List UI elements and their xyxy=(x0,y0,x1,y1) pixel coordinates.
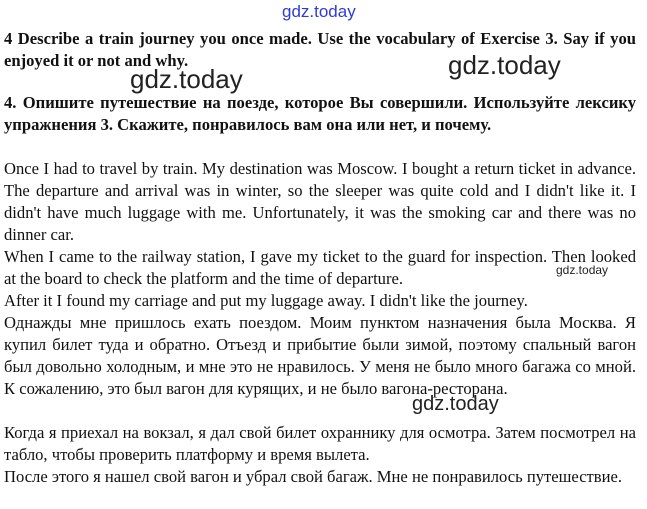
watermark-right: gdz.today xyxy=(448,50,561,80)
task-heading-russian: 4. Опишите путешествие на поезде, которое Вы совершили. Используйте лексику упражнения 3. Скажите, понравилось вам она или нет, и почему. xyxy=(4,93,636,134)
watermark-small: gdz.today xyxy=(556,263,609,277)
answer-en-paragraph-1: Once I had to travel by train. My destination was Moscow. I bought a return ticket in advance. The departure and arrival was in winter, so the sleeper was quite cold and I didn't like it. I didn't have much luggage with me. Unfortunately, it was the smoking car and there was no dinner car. xyxy=(4,159,636,244)
answer-ru-paragraph-2: Когда я приехал на вокзал, я дал свой билет охраннику для осмотра. Затем посмотрел на табло, чтобы проверить платформу и время вылета. xyxy=(4,423,636,464)
answer-en-paragraph-3: After it I found my carriage and put my luggage away. I didn't like the journey. xyxy=(4,291,528,310)
answer-ru-paragraph-3: После этого я нашел свой вагон и убрал свой багаж. Мне не понравилось путешествие. xyxy=(4,467,623,486)
task-heading-english: 4 Describe a train journey you once made. Use the vocabulary of Exercise 3. Say if you enjoyed it or not and why. xyxy=(4,29,636,70)
answer-en-paragraph-2: When I came to the railway station, I gave my ticket to the guard for inspection. Then looked at the board to check the platform and the time of departure. xyxy=(4,247,636,288)
watermark-left: gdz.today xyxy=(130,64,243,94)
watermark-top: gdz.today xyxy=(282,2,356,21)
answer-ru-paragraph-1: Однажды мне пришлось ехать поездом. Моим пунктом назначения была Москва. Я купил билет туда и обратно. Отъезд и прибытие были зимой, поэтому спальный вагон был довольно холодным, и мне это не нравилось. У меня не было много багажа со мной. К сожалению, это был вагон для курящих, и не было вагона-ресторана. xyxy=(4,313,636,398)
watermark-bottom: gdz.today xyxy=(412,393,499,415)
